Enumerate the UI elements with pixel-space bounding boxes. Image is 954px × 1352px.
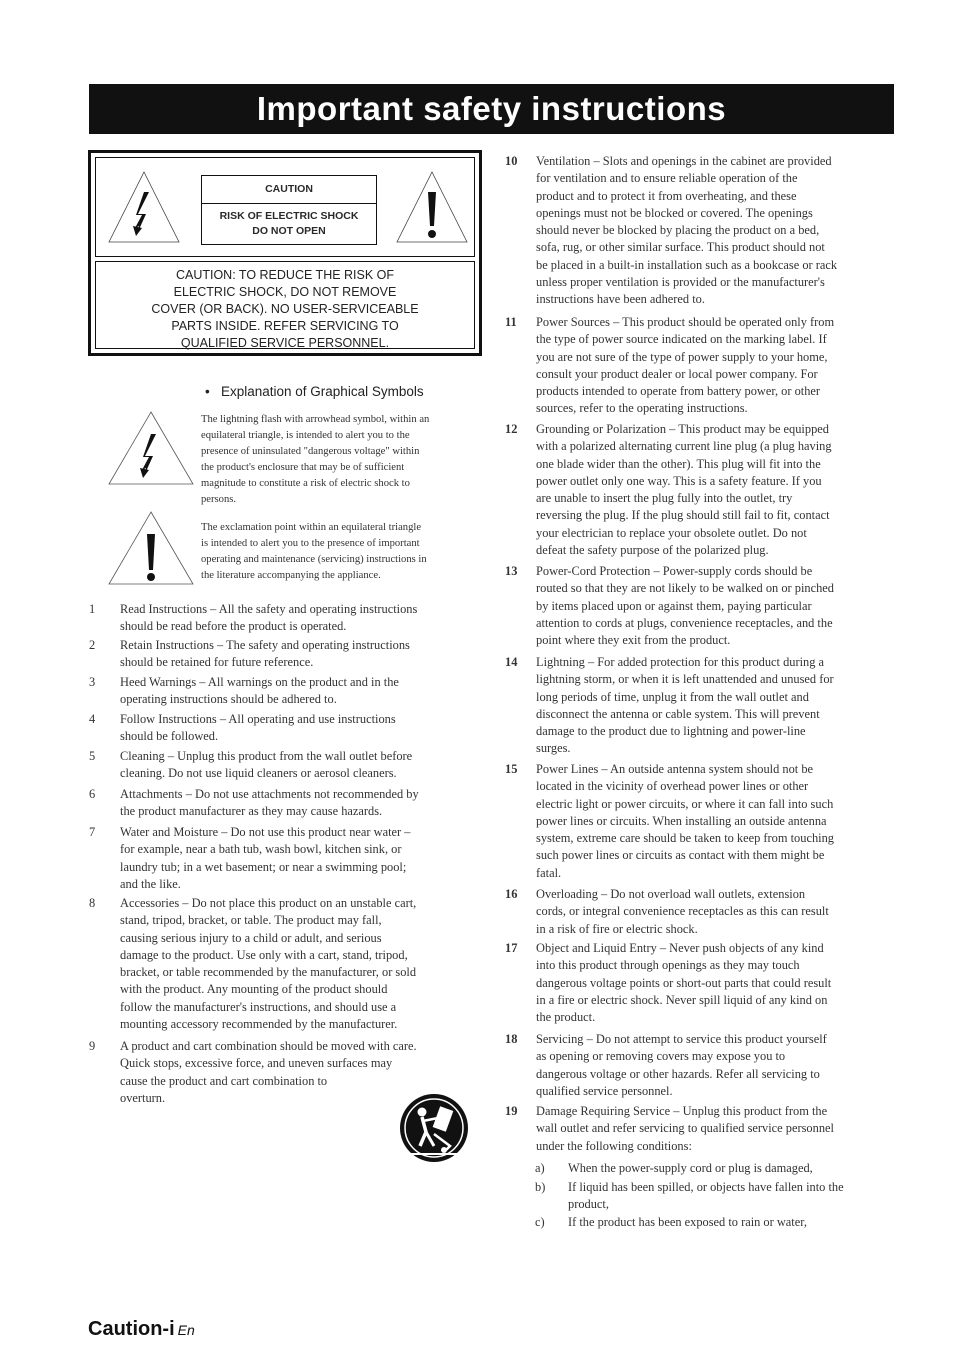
item-line: point where they exit from the product. xyxy=(536,633,731,648)
item-line: laundry tub; in a wet basement; or near a swimming pool; xyxy=(120,859,407,874)
item-number: c) xyxy=(535,1215,545,1229)
item-line: disconnect the antenna or cable system. This will prevent xyxy=(536,706,820,721)
item-line: dangerous voltage points or short-out parts that could result xyxy=(536,975,832,990)
item-line: in a risk of fire or electric shock. xyxy=(536,921,698,936)
item-line: Quick stops, excessive force, and uneven surfaces may xyxy=(120,1056,393,1071)
item-line: for ventilation and to ensure reliable operation of the xyxy=(536,171,798,186)
item-line: consult your product dealer or local power company. For xyxy=(536,366,818,381)
item-text xyxy=(120,601,417,636)
item-line: A product and cart combination should be moved with care. xyxy=(120,1039,417,1053)
item-number: 12 xyxy=(505,422,518,436)
caution-notice-line: QUALIFIED SERVICE PERSONNEL. xyxy=(180,336,390,350)
item-line: power outlet only one way. This is a safety feature. If you xyxy=(536,473,822,488)
item-line: your electrician to replace your obsolete outlet. Do not xyxy=(536,525,807,540)
item-number: 19 xyxy=(505,1104,518,1118)
item-line: Damage Requiring Service – Unplug this product from the xyxy=(536,1104,828,1118)
item-line: dangerous voltage or other hazards. Refer all servicing to xyxy=(536,1066,820,1081)
item-line: overturn. xyxy=(120,1090,166,1105)
item-line: Read Instructions – All the safety and operating instructions xyxy=(120,602,418,616)
item-number: 13 xyxy=(505,564,518,578)
item-line: routed so that they are not likely to be walked on or pinched xyxy=(536,581,834,596)
item-line: with the product. Any mounting of the product should xyxy=(120,982,388,997)
item-line: such power lines or circuits as contact with them might be xyxy=(536,848,825,863)
item-number: 14 xyxy=(505,655,518,669)
caution-label-top xyxy=(95,157,475,257)
item-line: cleaning. Do not use liquid cleaners or aerosol cleaners. xyxy=(120,766,397,781)
exclamation-warning-icon xyxy=(394,168,470,246)
item-line: Attachments – Do not use attachments not recommended by xyxy=(120,787,419,801)
item-number: 6 xyxy=(89,787,96,801)
item-text xyxy=(120,824,410,893)
item-text xyxy=(120,748,412,783)
item-line: and the like. xyxy=(120,876,181,891)
item-text xyxy=(568,1214,807,1231)
item-text xyxy=(536,886,829,938)
item-line: for example, near a bath tub, wash bowl, kitchen sink, or xyxy=(120,842,402,857)
item-number: 16 xyxy=(505,887,518,901)
item-line: surges. xyxy=(536,741,571,756)
item-line: one blade wider than the other). This plug will fit into the xyxy=(536,456,821,471)
footer-label: Caution-i xyxy=(88,1318,175,1340)
item-line: should be followed. xyxy=(120,729,219,744)
item-line: unless proper ventilation is provided or the manufacturer's xyxy=(536,275,825,290)
item-line: Overloading – Do not overload wall outlets, extension xyxy=(536,887,806,901)
item-line: system, extreme care should be taken to keep from touching xyxy=(536,831,834,846)
item-line: Follow Instructions – All operating and use instructions xyxy=(120,712,396,726)
caution-notice-line: CAUTION: TO REDUCE THE RISK OF xyxy=(175,268,395,282)
item-text xyxy=(120,674,399,709)
item-number: 8 xyxy=(89,896,96,910)
item-line: causing serious injury to a child or adult, and serious xyxy=(120,930,382,945)
item-line: lightning storm, or when it is left unattended and unused for xyxy=(536,672,834,687)
item-text xyxy=(536,654,834,758)
item-text xyxy=(536,1031,827,1100)
item-text xyxy=(536,314,834,418)
item-text xyxy=(536,1103,834,1155)
item-line: should be read before the product is operated. xyxy=(120,619,347,634)
item-line: Cleaning – Unplug this product from the wall outlet before xyxy=(120,749,413,763)
item-number: 11 xyxy=(505,315,517,329)
item-line: bracket, or table recommended by the manufacturer, or sold xyxy=(120,965,417,980)
caution-notice xyxy=(95,261,475,349)
item-line: Power Lines – An outside antenna system should not be xyxy=(536,762,814,776)
item-line: into this product through openings as they may touch xyxy=(536,958,800,973)
item-line: the product manufacturer as they may cause hazards. xyxy=(120,804,383,819)
caution-heading: CAUTION xyxy=(202,176,376,204)
item-line: Object and Liquid Entry – Never push objects of any kind xyxy=(536,941,824,955)
item-line: cause the product and cart combination to xyxy=(120,1073,328,1088)
item-text xyxy=(536,940,831,1026)
item-line: the type of power source indicated on the marking label. If xyxy=(536,332,827,347)
caution-notice-line: COVER (OR BACK). NO USER-SERVICEABLE xyxy=(151,302,419,316)
item-line: located in the vicinity of overhead power lines or other xyxy=(536,779,809,794)
item-number: 5 xyxy=(89,749,96,763)
item-number: 1 xyxy=(89,602,96,616)
item-text xyxy=(120,786,419,821)
item-line: power lines or circuits. When installing an outside antenna xyxy=(536,813,827,828)
item-line: damage to the product. Use only with a cart, stand, tripod, xyxy=(120,947,408,962)
risk-line-2: DO NOT OPEN xyxy=(252,225,326,237)
item-line: If the product has been exposed to rain or water, xyxy=(568,1215,807,1229)
item-number: 9 xyxy=(89,1039,96,1053)
item-line: as opening or removing covers may expose you to xyxy=(536,1049,786,1064)
item-line: Retain Instructions – The safety and operating instructions xyxy=(120,638,410,652)
item-line: in a fire or electric shock. Never spill liquid of any kind on xyxy=(536,992,828,1007)
item-line: Servicing – Do not attempt to service this product yourself xyxy=(536,1032,827,1046)
item-line: Heed Warnings – All warnings on the product and in the xyxy=(120,675,399,689)
item-line: Power-Cord Protection – Power-supply cords should be xyxy=(536,564,813,578)
item-line: should never be blocked by placing the product on a bed, xyxy=(536,223,820,238)
caution-notice-line: ELECTRIC SHOCK, DO NOT REMOVE xyxy=(173,285,397,299)
item-line: sofa, rug, or other similar surface. This product should not xyxy=(536,240,825,255)
item-line: should be retained for future reference. xyxy=(120,655,314,670)
cart-warning-icon xyxy=(398,1088,470,1168)
item-text xyxy=(568,1179,844,1214)
page-footer xyxy=(88,1318,195,1341)
page-title: Important safety instructions xyxy=(89,84,894,134)
item-line: follow the manufacturer's instructions, and should use a xyxy=(120,999,397,1014)
item-line: product, xyxy=(568,1197,609,1212)
item-line: instructions have been adhered to. xyxy=(536,292,705,307)
item-line: Water and Moisture – Do not use this product near water – xyxy=(120,825,411,839)
item-text xyxy=(536,563,834,649)
item-line: electric light or power circuits, or where it can fall into such xyxy=(536,796,834,811)
caution-label-box xyxy=(88,150,482,356)
lightning-explanation: The lightning flash with arrowhead symbol, within an equilateral triangle, is intended to alert you to the presence of uninsulated "dangerous voltage" within the product's enclosure that may be of sufficient magnitude to constitute a risk of electric shock to persons. xyxy=(201,414,430,505)
item-line: fatal. xyxy=(536,865,562,880)
item-number: 3 xyxy=(89,675,96,689)
item-text xyxy=(120,1038,417,1107)
lightning-warning-icon xyxy=(107,410,195,486)
item-line: reversing the plug. If the plug should still fail to fit, contact xyxy=(536,508,830,523)
item-line: Lightning – For added protection for this product during a xyxy=(536,655,825,669)
item-line: mounting accessory recommended by the manufacturer. xyxy=(120,1017,398,1032)
item-number: 2 xyxy=(89,638,96,652)
item-line: defeat the safety purpose of the polarized plug. xyxy=(536,543,769,558)
item-number: 4 xyxy=(89,712,96,726)
item-line: under the following conditions: xyxy=(536,1138,692,1153)
item-line: by items placed upon or against them, paying particular xyxy=(536,598,812,613)
lightning-warning-icon xyxy=(106,168,182,246)
footer-language: En xyxy=(177,1322,195,1338)
item-line: product and to protect it from overheating, and these xyxy=(536,188,797,203)
item-line: If liquid has been spilled, or objects have fallen into the xyxy=(568,1180,844,1194)
item-text xyxy=(120,895,416,1033)
item-line: When the power-supply cord or plug is damaged, xyxy=(568,1161,813,1175)
item-line: Power Sources – This product should be operated only from xyxy=(536,315,835,329)
item-line: Accessories – Do not place this product on an unstable cart, xyxy=(120,896,417,910)
item-number: 7 xyxy=(89,825,96,839)
item-text xyxy=(536,421,832,559)
item-text xyxy=(536,153,837,309)
item-text xyxy=(120,637,410,672)
item-number: b) xyxy=(535,1180,546,1194)
item-text xyxy=(120,711,396,746)
item-line: wall outlet and refer servicing to qualified service personnel xyxy=(536,1121,834,1136)
risk-line-1: RISK OF ELECTRIC SHOCK xyxy=(219,210,359,222)
item-line: be placed in a built-in installation such as a bookcase or rack xyxy=(536,257,838,272)
item-line: the product. xyxy=(536,1010,596,1025)
item-line: damage to the product due to lightning and power-line xyxy=(536,724,806,739)
item-number: 17 xyxy=(505,941,518,955)
item-text xyxy=(536,761,834,882)
item-line: products intended to operate from battery power, or other xyxy=(536,384,821,399)
item-line: Ventilation – Slots and openings in the cabinet are provided xyxy=(536,154,832,168)
item-line: you are not sure of the type of power supply to your home, xyxy=(536,349,828,364)
exclamation-explanation: The exclamation point within an equilateral triangle is intended to alert you to the presence of important operating and maintenance (servicing) instructions in the literature accompanying the appliance. xyxy=(201,522,427,581)
item-line: qualified service personnel. xyxy=(536,1083,673,1098)
item-line: cords, or integral convenience receptacles as this can result xyxy=(536,904,829,919)
item-line: openings must not be blocked or covered. The openings xyxy=(536,205,813,220)
item-line: Grounding or Polarization – This product may be equipped xyxy=(536,422,829,436)
exclamation-warning-icon xyxy=(107,510,195,586)
item-text xyxy=(568,1160,813,1177)
item-line: attention to cords at plugs, convenience receptacles, and the xyxy=(536,615,833,630)
item-number: 18 xyxy=(505,1032,518,1046)
item-line: stand, tripod, bracket, or table. The product may fall, xyxy=(120,913,382,928)
item-line: operating instructions should be adhered to. xyxy=(120,692,337,707)
item-line: sources, refer to the operating instructions. xyxy=(536,401,748,416)
item-number: 10 xyxy=(505,154,518,168)
item-line: long periods of time, unplug it from the wall outlet and xyxy=(536,689,809,704)
explanation-heading: • Explanation of Graphical Symbols xyxy=(205,384,424,399)
item-line: with a polarized alternating current line plug (a plug having xyxy=(536,439,832,454)
item-line: are unable to insert the plug fully into the outlet, try xyxy=(536,491,793,506)
item-number: 15 xyxy=(505,762,518,776)
item-number: a) xyxy=(535,1161,545,1175)
caution-notice-line: PARTS INSIDE. REFER SERVICING TO xyxy=(171,319,399,333)
caution-label-center xyxy=(201,175,377,245)
